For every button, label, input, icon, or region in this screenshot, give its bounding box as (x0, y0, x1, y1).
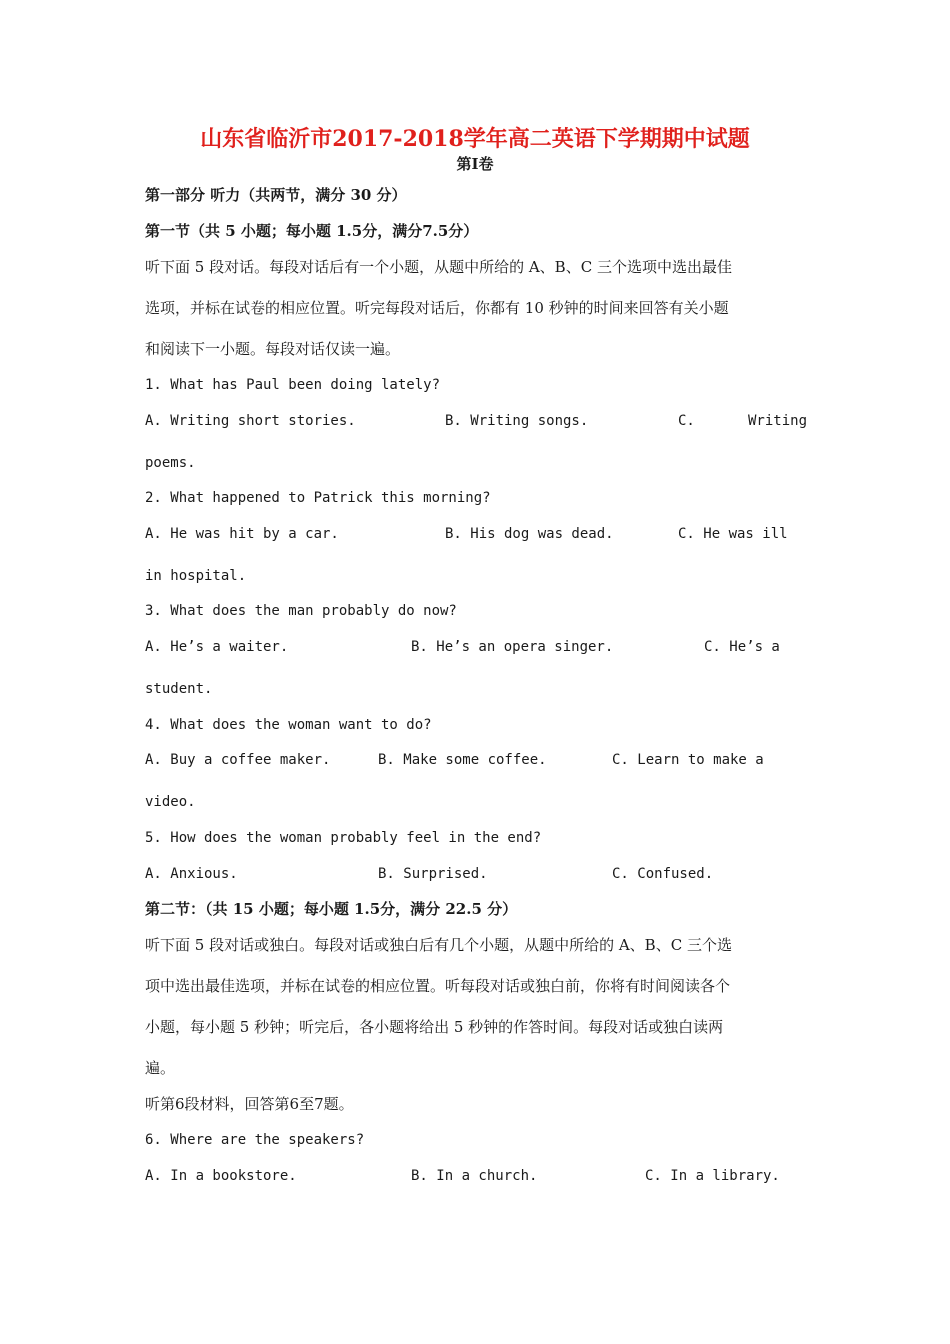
section2-instruction-line: 听下面 5 段对话或独白。每段对话或独白后有几个小题，从题中所给的 A、B、C 三个选 (145, 936, 732, 954)
question-stem: 1. What has Paul been doing lately? (145, 377, 441, 393)
question-stem: 5. How does the woman probably feel in the end? (145, 830, 542, 846)
option-b: B. In a church. (411, 1168, 538, 1184)
option-c: C. He was ill (678, 526, 788, 542)
option-c: C. Learn to make a (612, 752, 764, 768)
option-a: A. Anxious. (145, 866, 238, 882)
section1-instruction-line: 听下面 5 段对话。每段对话后有一个小题，从题中所给的 A、B、C 三个选项中选出最佳 (145, 258, 732, 276)
section1-instruction-line: 和阅读下一小题。每段对话仅读一遍。 (145, 340, 401, 358)
section1-heading: 第一节（共 5 小题；每小题 1.5分，满分7.5分） (145, 222, 479, 240)
material-note: 听第6段材料，回答第6至7题。 (145, 1095, 354, 1113)
option-c-continuation: video. (145, 794, 196, 810)
option-b: B. He’s an opera singer. (411, 639, 614, 655)
option-a: A. He’s a waiter. (145, 639, 289, 655)
option-b: B. Writing songs. (445, 413, 589, 429)
section2-instruction-line: 遍。 (145, 1059, 176, 1077)
option-a: A. In a bookstore. (145, 1168, 297, 1184)
option-a: A. He was hit by a car. (145, 526, 339, 542)
section1-instruction-line: 选项，并标在试卷的相应位置。听完每段对话后，你都有 10 秒钟的时间来回答有关小题 (145, 299, 729, 317)
option-c: C. Confused. (612, 866, 714, 882)
option-c: C. In a library. (645, 1168, 780, 1184)
option-b: B. Surprised. (378, 866, 488, 882)
option-c-continuation: student. (145, 681, 213, 697)
question-stem: 4. What does the woman want to do? (145, 717, 432, 733)
option-c: C. He’s a (704, 639, 780, 655)
volume-label: 第Ⅰ卷 (456, 155, 494, 173)
question-stem: 2. What happened to Patrick this morning? (145, 490, 491, 506)
option-a: A. Writing short stories. (145, 413, 356, 429)
option-a: A. Buy a coffee maker. (145, 752, 331, 768)
option-b: B. Make some coffee. (378, 752, 547, 768)
option-c-continuation: in hospital. (145, 568, 247, 584)
page-title: 山东省临沂市2017-2018学年高二英语下学期期中试题 (200, 126, 750, 152)
option-c-continuation: poems. (145, 455, 196, 471)
section2-instruction-line: 小题，每小题 5 秒钟；听完后，各小题将给出 5 秒钟的作答时间。每段对话或独白读两 (145, 1018, 724, 1036)
section2-heading: 第二节：（共 15 小题；每小题 1.5分，满分 22.5 分） (145, 900, 518, 918)
question-stem: 6. Where are the speakers? (145, 1132, 365, 1148)
part1-heading: 第一部分 听力（共两节，满分 30 分） (145, 186, 407, 204)
section2-instruction-line: 项中选出最佳选项，并标在试卷的相应位置。听每段对话或独白前，你将有时间阅读各个 (145, 977, 731, 995)
option-b: B. His dog was dead. (445, 526, 614, 542)
option-c-text: Writing (748, 413, 808, 429)
option-c: C. (678, 413, 695, 429)
question-stem: 3. What does the man probably do now? (145, 603, 457, 619)
